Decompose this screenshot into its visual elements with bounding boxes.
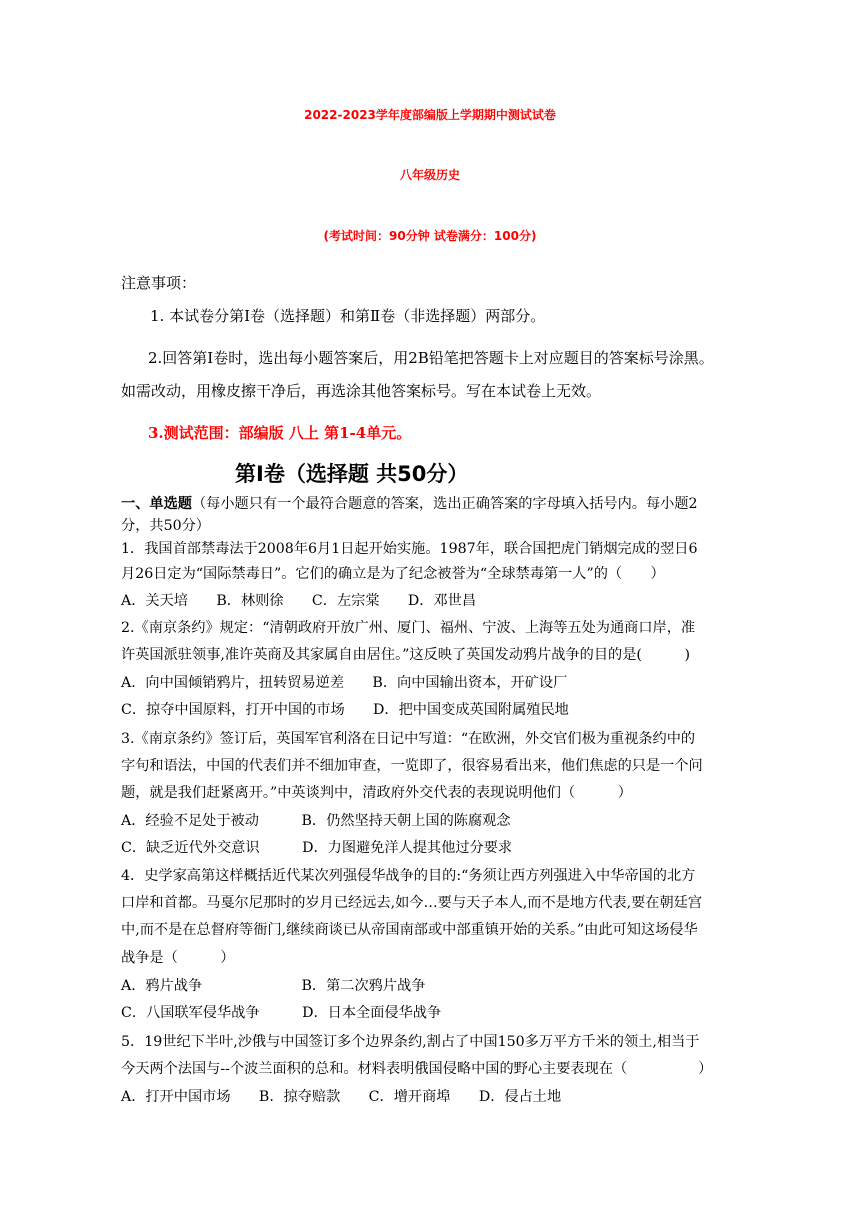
question-2-line-2: 许英国派驻领事,准许英商及其家属自由居住。”这反映了英国发动鸦片战争的目的是( ) xyxy=(121,647,691,663)
notice-item-3: 3.测试范围：部编版 八上 第1-4单元。 xyxy=(148,424,412,442)
exam-info: (考试时间：90分钟 试卷满分：100分) xyxy=(323,229,537,243)
notice-item-2-line-2: 如需改动，用橡皮擦干净后，再选涂其他答案标号。写在本试卷上无效。 xyxy=(121,382,602,400)
exam-title: 2022-2023学年度部编版上学期期中测试试卷 xyxy=(304,108,556,122)
question-4-line-1: 4．史学家高第这样概括近代某次列强侵华战争的目的:“务须让西方列强进入中华帝国的北方 xyxy=(121,868,696,884)
part-description-line-2: 分，共50分） xyxy=(121,518,210,534)
question-5-line-2: 今天两个法国与--个波兰面积的总和。材料表明俄国侵略中国的野心主要表现在（ ） xyxy=(121,1061,713,1077)
question-3-options-ab: A．经验不足处于被动 B．仍然坚持天朝上国的陈腐观念 xyxy=(121,813,511,829)
notice-item-2-line-1: 2.回答第Ⅰ卷时，选出每小题答案后，用2B铅笔把答题卡上对应题目的答案标号涂黑。 xyxy=(148,349,714,367)
question-1-line-2: 月26日定为“国际禁毒日”。它们的确立是为了纪念被誉为“全球禁毒第一人”的（ ） xyxy=(121,566,665,582)
question-1-line-1: 1．我国首部禁毒法于2008年6月1日起开始实施。1987年，联合国把虎门销烟完成的翌日6 xyxy=(121,541,698,557)
question-4-line-4: 战争是（ ） xyxy=(121,950,235,966)
question-3-line-2: 字句和语法，中国的代表们并不细加审查，一览即了，很容易看出来，他们焦虑的只是一个问 xyxy=(121,758,703,774)
question-3-options-cd: C．缺乏近代外交意识 D．力图避免洋人提其他过分要求 xyxy=(121,840,513,856)
question-4-options-cd: C．八国联军侵华战争 D．日本全面侵华战争 xyxy=(121,1005,442,1021)
question-2-options-ab: A．向中国倾销鸦片，扭转贸易逆差 B．向中国输出资本，开矿设厂 xyxy=(121,675,568,691)
notice-item-1: 1. 本试卷分第Ⅰ卷（选择题）和第Ⅱ卷（非选择题）两部分。 xyxy=(150,307,546,325)
question-2-options-cd: C．掠夺中国原料，打开中国的市场 D．把中国变成英国附属殖民地 xyxy=(121,702,569,718)
question-4-line-2: 口岸和首都。马戛尔尼那时的岁月已经远去,如今…要与天子本人,而不是地方代表,要在朝廷宫 xyxy=(121,895,703,911)
question-3-line-3: 题，就是我们赶紧离开。”中英谈判中，清政府外交代表的表现说明他们（ ） xyxy=(121,785,632,801)
part-description: （每小题只有一个最符合题意的答案，选出正确答案的字母填入括号内。每小题2 xyxy=(191,496,698,512)
exam-subtitle: 八年级历史 xyxy=(399,168,460,182)
question-5-options: A．打开中国市场 B．掠夺赔款 C．增开商埠 D．侵占土地 xyxy=(121,1089,562,1105)
question-1-options: A．关天培 B．林则徐 C．左宗棠 D．邓世昌 xyxy=(121,593,477,609)
question-4-options-ab: A．鸦片战争 B．第二次鸦片战争 xyxy=(121,978,426,994)
section-title: 第Ⅰ卷（选择题 共50分） xyxy=(235,462,469,486)
part-label: 一、单选题 xyxy=(121,496,192,512)
question-4-line-3: 中,而不是在总督府等衙门,继续商谈已从帝国南部或中部重镇开始的关系。”由此可知这场侵华 xyxy=(121,922,698,938)
question-2-line-1: 2.《南京条约》规定：“清朝政府开放广州、厦门、福州、宁波、上海等五处为通商口岸，准 xyxy=(121,620,696,636)
question-5-line-1: 5．19世纪下半叶,沙俄与中国签订多个边界条约,割占了中国150多万平方千米的领土,相当于 xyxy=(121,1034,700,1050)
part-description-line-1 xyxy=(121,494,741,514)
question-3-line-1: 3.《南京条约》签订后，英国军官利洛在日记中写道：“在欧洲，外交官们极为重视条约中的 xyxy=(121,731,696,747)
notice-heading: 注意事项： xyxy=(121,274,197,292)
